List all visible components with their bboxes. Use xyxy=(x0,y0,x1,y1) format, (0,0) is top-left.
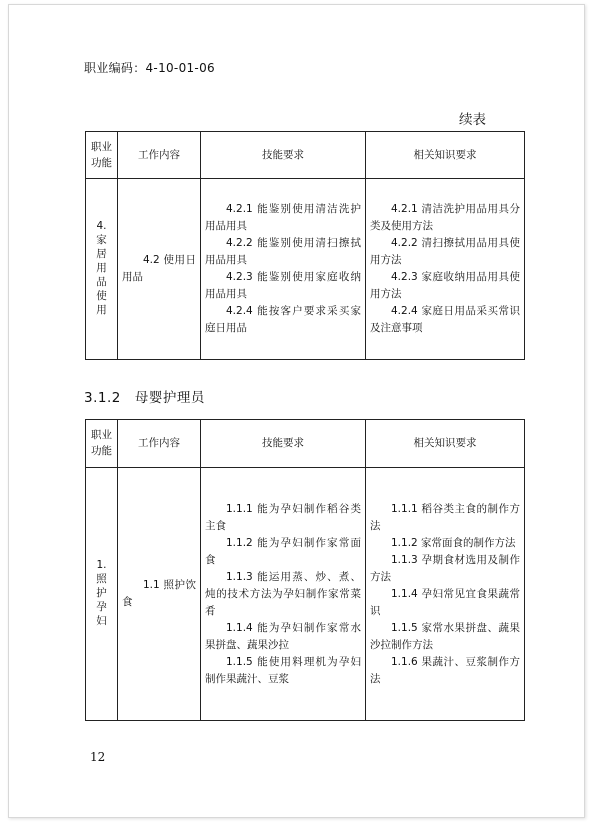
header-content: 工作内容 xyxy=(118,420,201,468)
table-row xyxy=(86,179,525,360)
knowledge-item: 1.1.1 稻谷类主食的制作方法 xyxy=(370,502,520,532)
occupation-code: 职业编码：4-10-01-06 xyxy=(84,61,215,75)
skills-cell xyxy=(201,179,366,360)
knowledge-cell xyxy=(366,179,525,360)
skills-cell xyxy=(201,468,366,721)
page-number: 12 xyxy=(90,750,106,764)
skill-item: 4.2.1 能鉴别使用清洁洗护用品用具 xyxy=(205,203,361,232)
header-content: 工作内容 xyxy=(118,132,201,179)
skills-table-2 xyxy=(85,419,525,721)
knowledge-item: 4.2.2 清扫擦拭用品用具使用方法 xyxy=(370,237,520,266)
skill-item: 4.2.2 能鉴别使用清扫擦拭用品用具 xyxy=(205,237,361,266)
knowledge-item: 4.2.4 家庭日用品采买常识及注意事项 xyxy=(370,305,520,334)
func-cell: 4.家居用品使用 xyxy=(86,179,118,360)
header-skills: 技能要求 xyxy=(201,420,366,468)
section-title: 3.1.2 母婴护理员 xyxy=(84,390,205,406)
knowledge-item: 1.1.5 家常水果拼盘、蔬果沙拉制作方法 xyxy=(370,621,520,651)
skill-item: 1.1.1 能为孕妇制作稻谷类主食 xyxy=(205,502,361,532)
knowledge-item: 1.1.4 孕妇常见宜食果蔬常识 xyxy=(370,587,520,617)
skills-table-1 xyxy=(85,131,525,360)
knowledge-item: 1.1.3 孕期食材选用及制作方法 xyxy=(370,553,520,583)
knowledge-item: 4.2.3 家庭收纳用品用具使用方法 xyxy=(370,271,520,300)
knowledge-item: 4.2.1 清洁洗护用品用具分类及使用方法 xyxy=(370,203,520,232)
header-skills: 技能要求 xyxy=(201,132,366,179)
header-knowledge: 相关知识要求 xyxy=(366,132,525,179)
table-header-row xyxy=(86,420,525,468)
continued-label: 续表 xyxy=(459,112,486,128)
content-cell: 1.1 照护饮食 xyxy=(118,468,201,721)
knowledge-item: 1.1.6 果蔬汁、豆浆制作方法 xyxy=(370,655,520,685)
header-func: 职业功能 xyxy=(86,420,118,468)
func-cell: 1.照护孕妇 xyxy=(86,468,118,721)
skill-item: 4.2.3 能鉴别使用家庭收纳用品用具 xyxy=(205,271,361,300)
content-cell: 4.2 使用日用品 xyxy=(118,179,201,360)
skill-item: 1.1.3 能运用蒸、炒、煮、炖的技术方法为孕妇制作家常菜肴 xyxy=(205,570,361,617)
header-func: 职业功能 xyxy=(86,132,118,179)
skill-item: 1.1.2 能为孕妇制作家常面食 xyxy=(205,536,361,566)
knowledge-item: 1.1.2 家常面食的制作方法 xyxy=(391,536,516,549)
table-header-row xyxy=(86,132,525,179)
skill-item: 1.1.5 能使用料理机为孕妇制作果蔬汁、豆浆 xyxy=(205,655,361,685)
skill-item: 1.1.4 能为孕妇制作家常水果拼盘、蔬果沙拉 xyxy=(205,621,361,651)
skill-item: 4.2.4 能按客户要求采买家庭日用品 xyxy=(205,305,361,334)
header-knowledge: 相关知识要求 xyxy=(366,420,525,468)
table-row xyxy=(86,468,525,721)
knowledge-cell xyxy=(366,468,525,721)
